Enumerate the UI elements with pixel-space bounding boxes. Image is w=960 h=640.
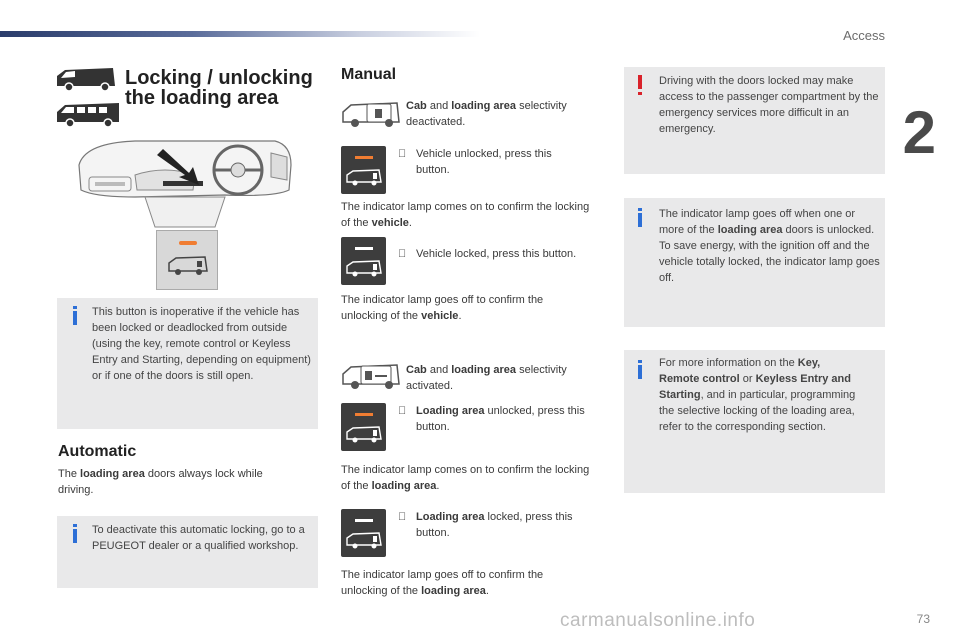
loading-area-unlocked-step: Loading area unlocked, press this button. [416,405,585,433]
lamp-off-loading-area-text: The indicator lamp goes off to confirm the unlocking of the loading area. [341,569,544,597]
activated-text: Cab and loading area selectivity activated. [406,364,567,392]
lamp-info-note [624,198,885,327]
minibus-icon [55,100,121,128]
lock-button-lamp-on [341,146,386,194]
button-closeup [156,230,218,290]
van-lock-icon [167,255,209,277]
chapter-number: 2 [902,99,936,166]
section-label: Access [843,28,885,43]
automatic-text: The loading area doors always lock while driving. [58,468,263,496]
info-icon [638,360,642,363]
loading-area-locked-step: Loading area locked, press this button. [416,511,573,539]
lock-button-lamp-off [341,509,386,557]
note-inoperative [57,298,318,429]
info-icon [73,306,77,309]
page-number: 73 [916,612,930,626]
vehicle-unlocked-step: Vehicle unlocked, press this button. [416,148,552,176]
manual-heading: Manual [341,66,397,83]
dashboard-illustration [75,135,295,230]
warning-note [624,67,885,174]
lamp-on-vehicle-text: The indicator lamp comes on to confirm the locking of the vehicle. [341,201,590,229]
van-single-lock-icon [341,100,401,130]
lamp-off-vehicle-text: The indicator lamp goes off to confirm the unlocking of the vehicle. [341,294,544,322]
van-icon [55,66,117,92]
deactivated-text: Cab and loading area selectivity deactivated. [406,100,567,128]
header-rule [0,31,480,37]
info-icon [73,524,77,527]
warning-icon [638,75,642,89]
info-icon [638,208,642,211]
note-text: This button is inoperative if the vehicle has been locked or deadlocked from outside (using the key, remote control or Keyless Entry and Starting, depending on equipment) or if one of the doors is still open. [92,306,311,382]
indicator-lamp [179,241,197,245]
note-deactivate [57,516,318,588]
lamp-on-loading-area-text: The indicator lamp comes on to confirm the locking of the loading area. [341,464,590,492]
lock-button-lamp-off [341,237,386,285]
note-text: To deactivate this automatic locking, go to a PEUGEOT dealer or a qualified workshop. [92,524,305,552]
lock-button-lamp-on [341,403,386,451]
more-info-note [624,350,885,493]
van-dual-lock-icon [341,362,401,392]
note-text: The indicator lamp goes off when one or more of the loading area doors is unlocked. To save energy, with the ignition off and the vehicle totally locked, the indicator lamp goes off. [659,208,880,284]
note-text: Driving with the doors locked may make access to the passenger compartment by the emergency services more difficult in an emergency. [659,75,879,135]
automatic-heading: Automatic [58,443,137,460]
watermark: carmanualsonline.info [560,610,756,631]
vehicle-locked-step: Vehicle locked, press this button. [416,248,577,260]
note-text: For more information on the Key, Remote control or Keyless Entry and Starting, and in particular, programming the selective locking of the loading area, refer to the corresponding section. [659,357,856,433]
page-title: Locking / unlocking the loading area [125,67,313,109]
